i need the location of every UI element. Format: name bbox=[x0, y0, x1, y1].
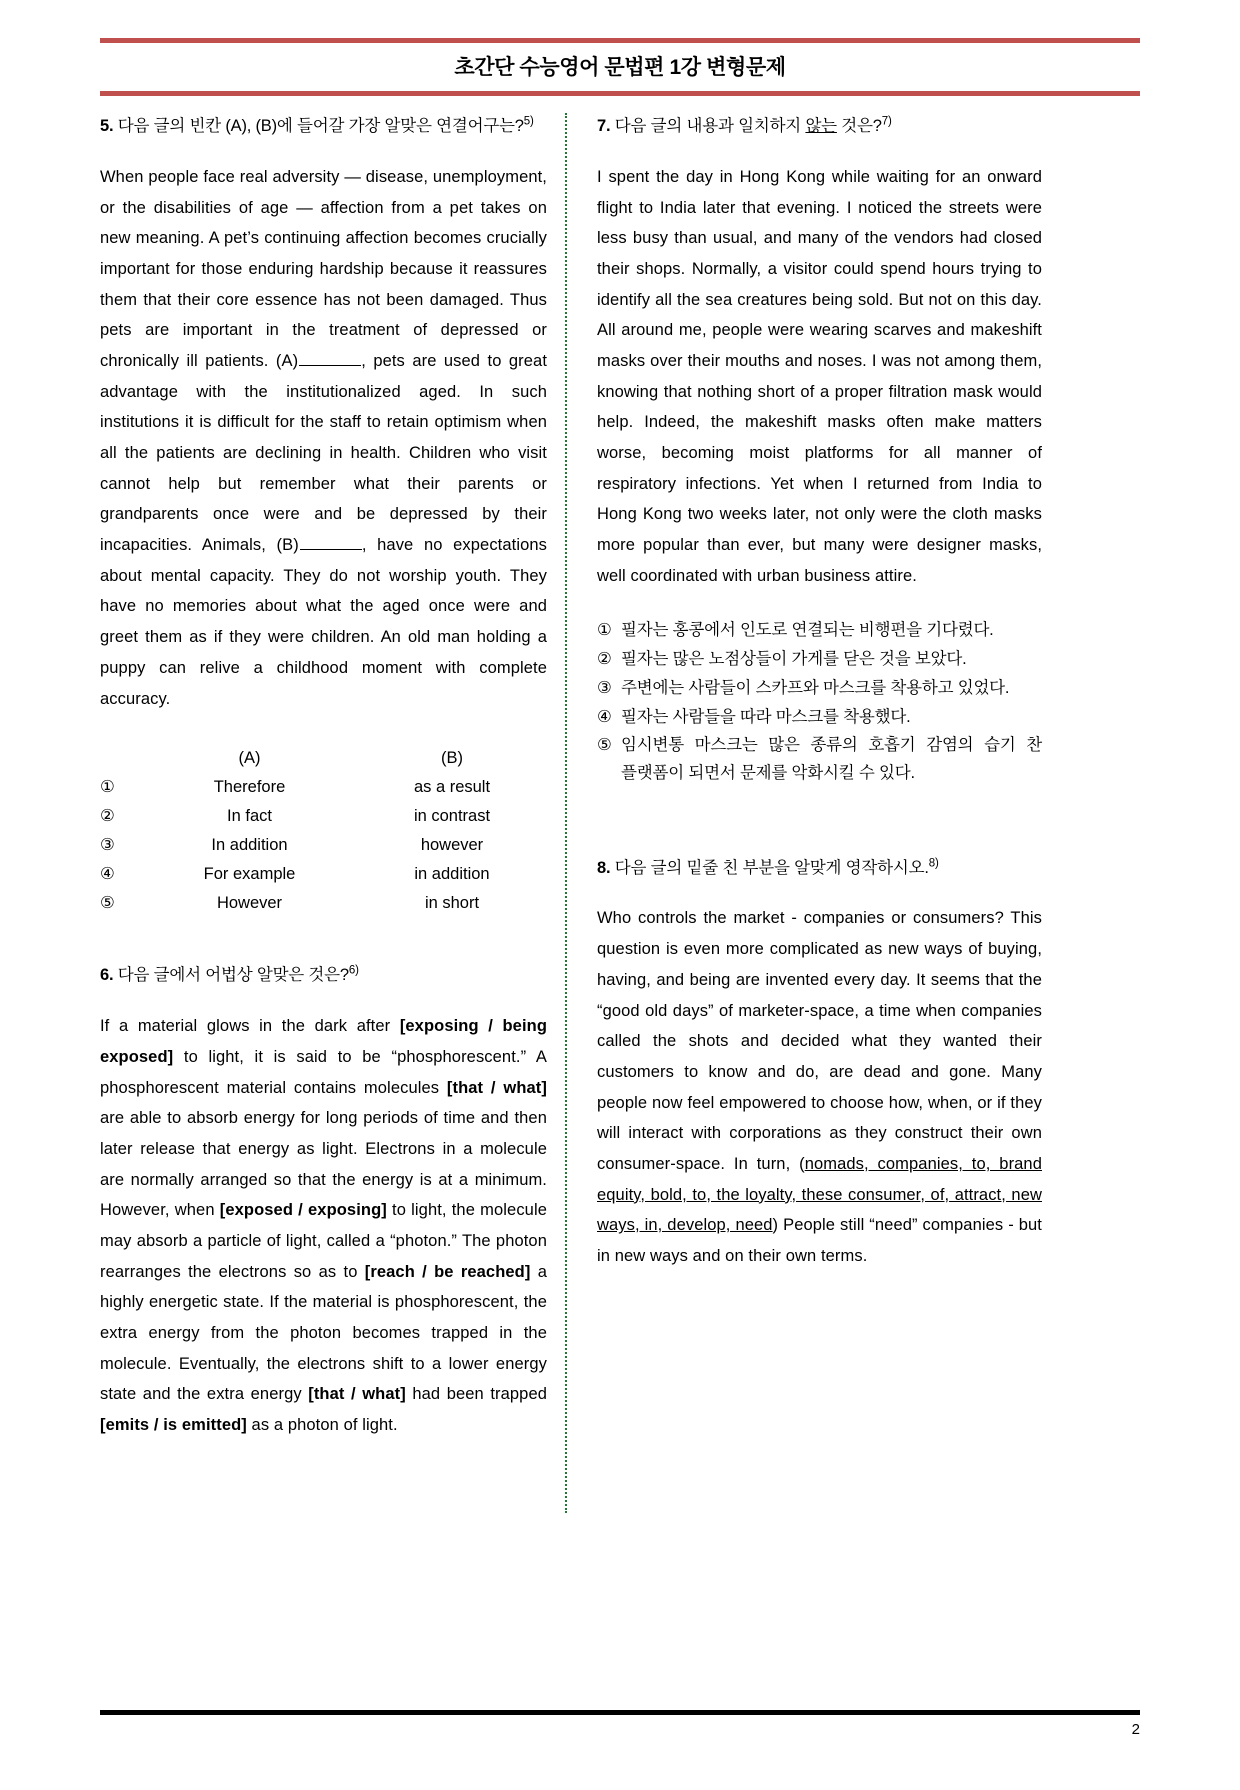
question-5-prompt: 다음 글의 빈칸 (A), (B)에 들어갈 가장 알맞은 연결어구는? bbox=[117, 117, 524, 136]
choice-row[interactable] bbox=[100, 889, 547, 918]
choice-text: 필자는 많은 노점상들이 가게를 닫은 것을 보았다. bbox=[621, 650, 967, 669]
choice-value-a: However bbox=[216, 894, 283, 913]
question-5-choice-table bbox=[100, 744, 547, 918]
blank-a bbox=[299, 351, 361, 366]
question-5 bbox=[100, 113, 547, 918]
question-8-passage bbox=[597, 903, 1042, 1271]
page-title: 초간단 수능영어 문법편 1강 변형문제 bbox=[454, 56, 786, 79]
choice-marker: ⑤ bbox=[597, 736, 612, 755]
choice-text: 필자는 사람들을 따라 마스크를 착용했다. bbox=[621, 707, 911, 726]
choice-table-header bbox=[100, 744, 547, 773]
choice-text: 임시변통 마스크는 많은 종류의 호흡기 감염의 습기 찬 플랫폼이 되면서 문제를 악화시킬 수 있다. bbox=[621, 736, 1042, 783]
question-7-heading bbox=[597, 113, 1042, 140]
page-footer bbox=[100, 1710, 1140, 1738]
choice-marker: ⑤ bbox=[100, 894, 115, 913]
left-column bbox=[100, 113, 565, 1513]
question-8 bbox=[597, 855, 1042, 1272]
choice-row[interactable] bbox=[100, 802, 547, 831]
choice-row[interactable] bbox=[100, 860, 547, 889]
question-6-prompt: 다음 글에서 어법상 알맞은 것은? bbox=[117, 966, 349, 985]
blank-b bbox=[300, 535, 362, 550]
section-spacer bbox=[100, 918, 547, 962]
choice-value-a: In addition bbox=[211, 836, 288, 855]
choice-marker: ③ bbox=[100, 836, 115, 855]
question-7-footnote: 7) bbox=[881, 115, 892, 128]
choice-text: 필자는 홍콩에서 인도로 연결되는 비행편을 기다렸다. bbox=[621, 621, 994, 640]
question-6-heading bbox=[100, 962, 547, 989]
question-7 bbox=[597, 113, 1042, 788]
choice-row[interactable] bbox=[100, 773, 547, 802]
question-8-footnote: 8) bbox=[928, 857, 939, 870]
list-item[interactable] bbox=[597, 732, 1042, 787]
choice-value-b: in contrast bbox=[413, 807, 491, 826]
question-8-passage-part1: Who controls the market - companies or consumers? This question is even more complicated as new ways of buying, having, and being are invented every day. It seems that the “good old days” of marketer-space, a time when companies called the shots and decided what they wanted their customers to know and do, are dead and gone. Many people now feel empowered to choose how, when, or if they will interact with corporations as they construct their own consumer-space. In turn, ( bbox=[597, 909, 1042, 1173]
passage-text: to light, the molecule may absorb a particle of light, called a “photon.” The photon rearranges the electrons so as to bbox=[100, 1201, 547, 1281]
grammar-choice-pair: [reach / be reached] bbox=[364, 1262, 531, 1281]
question-7-prompt-before: 다음 글의 내용과 일치하지 bbox=[614, 117, 806, 136]
question-6-number: 6. bbox=[100, 966, 114, 985]
question-5-heading bbox=[100, 113, 547, 140]
question-6-passage bbox=[100, 1011, 547, 1441]
choice-value-b: as a result bbox=[413, 778, 491, 797]
worksheet-page bbox=[0, 38, 1240, 1790]
right-column bbox=[577, 113, 1042, 1513]
choice-value-b: in addition bbox=[414, 865, 490, 884]
header-spacer bbox=[100, 744, 142, 773]
header-column-a: (A) bbox=[238, 749, 261, 768]
question-8-passage-part2: ) People still “need” companies - but in new ways and on their own terms. bbox=[597, 1216, 1042, 1266]
question-7-prompt-after: 것은? bbox=[836, 117, 882, 136]
question-7-number: 7. bbox=[597, 117, 611, 136]
choice-marker: ④ bbox=[597, 707, 612, 726]
passage-text: as a photon of light. bbox=[246, 1416, 398, 1435]
question-8-number: 8. bbox=[597, 858, 611, 877]
passage-text: If a material glows in the dark after bbox=[100, 1017, 400, 1036]
choice-value-b: in short bbox=[424, 894, 480, 913]
question-5-passage bbox=[100, 162, 547, 714]
choice-marker: ① bbox=[100, 778, 115, 797]
header-column-b: (B) bbox=[441, 749, 463, 768]
column-divider bbox=[565, 113, 577, 1513]
section-spacer bbox=[597, 789, 1042, 855]
choice-row[interactable] bbox=[100, 831, 547, 860]
choice-marker: ④ bbox=[100, 865, 115, 884]
question-7-prompt-underlined: 않는 bbox=[805, 117, 837, 136]
question-8-heading bbox=[597, 855, 1042, 882]
list-item[interactable] bbox=[597, 704, 1042, 732]
question-5-passage-part2: , pets are used to great advantage with the institutionalized aged. In such institutions it is difficult for the staff to retain optimism when all the patients are declining in health. Children who visit cannot help but remember what their parents or grandparents once were and be depressed by their incapacities. Animals, (B) bbox=[100, 351, 548, 555]
two-column-body bbox=[100, 113, 1140, 1513]
grammar-choice-pair: [exposing / being exposed] bbox=[100, 1017, 547, 1066]
passage-text: are able to absorb energy for long periods of time and then later release that energy as light. Electrons in a molecule are normally arranged so that the energy is at a minimum. However, when bbox=[100, 1109, 547, 1220]
question-5-footnote: 5) bbox=[523, 115, 534, 128]
question-7-choice-list bbox=[597, 617, 1042, 787]
question-6-footnote: 6) bbox=[348, 964, 359, 977]
list-item[interactable] bbox=[597, 617, 1042, 645]
grammar-choice-pair: [that / what] bbox=[446, 1078, 547, 1097]
list-item[interactable] bbox=[597, 646, 1042, 674]
choice-value-a: For example bbox=[203, 865, 296, 884]
choice-marker: ③ bbox=[597, 678, 612, 697]
choice-marker: ② bbox=[100, 807, 115, 826]
passage-text: had been trapped bbox=[405, 1385, 548, 1404]
header-rule-bottom bbox=[100, 91, 1140, 96]
passage-text: to light, it is said to be “phosphorescent.” A phosphorescent material contains molecules bbox=[100, 1047, 547, 1097]
question-6 bbox=[100, 962, 547, 1440]
grammar-choice-pair: [exposed / exposing] bbox=[219, 1201, 387, 1220]
question-5-passage-part1: When people face real adversity — disease, unemployment, or the disabilities of age — affection from a pet takes on new meaning. A pet’s continuing affection becomes crucially important for those enduring hardship because it reassures them that their core essence has not been damaged. Thus pets are important in the treatment of depressed or chronically ill patients. (A) bbox=[100, 167, 547, 370]
question-5-number: 5. bbox=[100, 117, 114, 136]
question-7-passage: I spent the day in Hong Kong while waiting for an onward flight to India later that evening. I noticed the streets were less busy than usual, and many of the vendors had closed their shops. Normally, a visitor could spend hours trying to identify all the sea creatures being sold. But not on this day. All around me, people were wearing scarves and makeshift masks over their mouths and noses. I was not among them, knowing that nothing short of a proper filtration mask would help. Indeed, the makeshift masks often make matters worse, becoming moist platforms for all manner of respiratory infections. Yet when I returned from India to Hong Kong two weeks later, not only were the cloth masks more popular than ever, but many were designer masks, well coordinated with urban business attire. bbox=[597, 167, 1042, 585]
choice-value-a: In fact bbox=[227, 807, 272, 826]
question-8-prompt: 다음 글의 밑줄 친 부분을 알맞게 영작하시오. bbox=[614, 858, 929, 877]
choice-text: 주변에는 사람들이 스카프와 마스크를 착용하고 있었다. bbox=[621, 678, 1010, 697]
question-5-passage-part3: , have no expectations about mental capacity. They do not worship youth. They have no memories about what the aged once were and greet them as if they were children. An old man holding a puppy can relive a childhood moment with complete accuracy. bbox=[100, 536, 547, 708]
grammar-choice-pair: [that / what] bbox=[308, 1385, 406, 1404]
grammar-choice-pair: [emits / is emitted] bbox=[100, 1416, 247, 1435]
choice-marker: ② bbox=[597, 650, 612, 669]
passage-text: a highly energetic state. If the material is phosphorescent, the extra energy from the photon becomes trapped in the molecule. Eventually, the electrons shift to a lower energy state and the extra energy bbox=[100, 1262, 548, 1404]
choice-value-a: Therefore bbox=[213, 778, 286, 797]
list-item[interactable] bbox=[597, 675, 1042, 703]
choice-value-b: however bbox=[420, 836, 484, 855]
scrambled-words: nomads, companies, to, brand equity, bold, to, the loyalty, these consumer, of, attract, new ways, in, develop, need bbox=[597, 1154, 1042, 1235]
page-number: 2 bbox=[1131, 1721, 1140, 1738]
choice-marker: ① bbox=[597, 621, 612, 640]
